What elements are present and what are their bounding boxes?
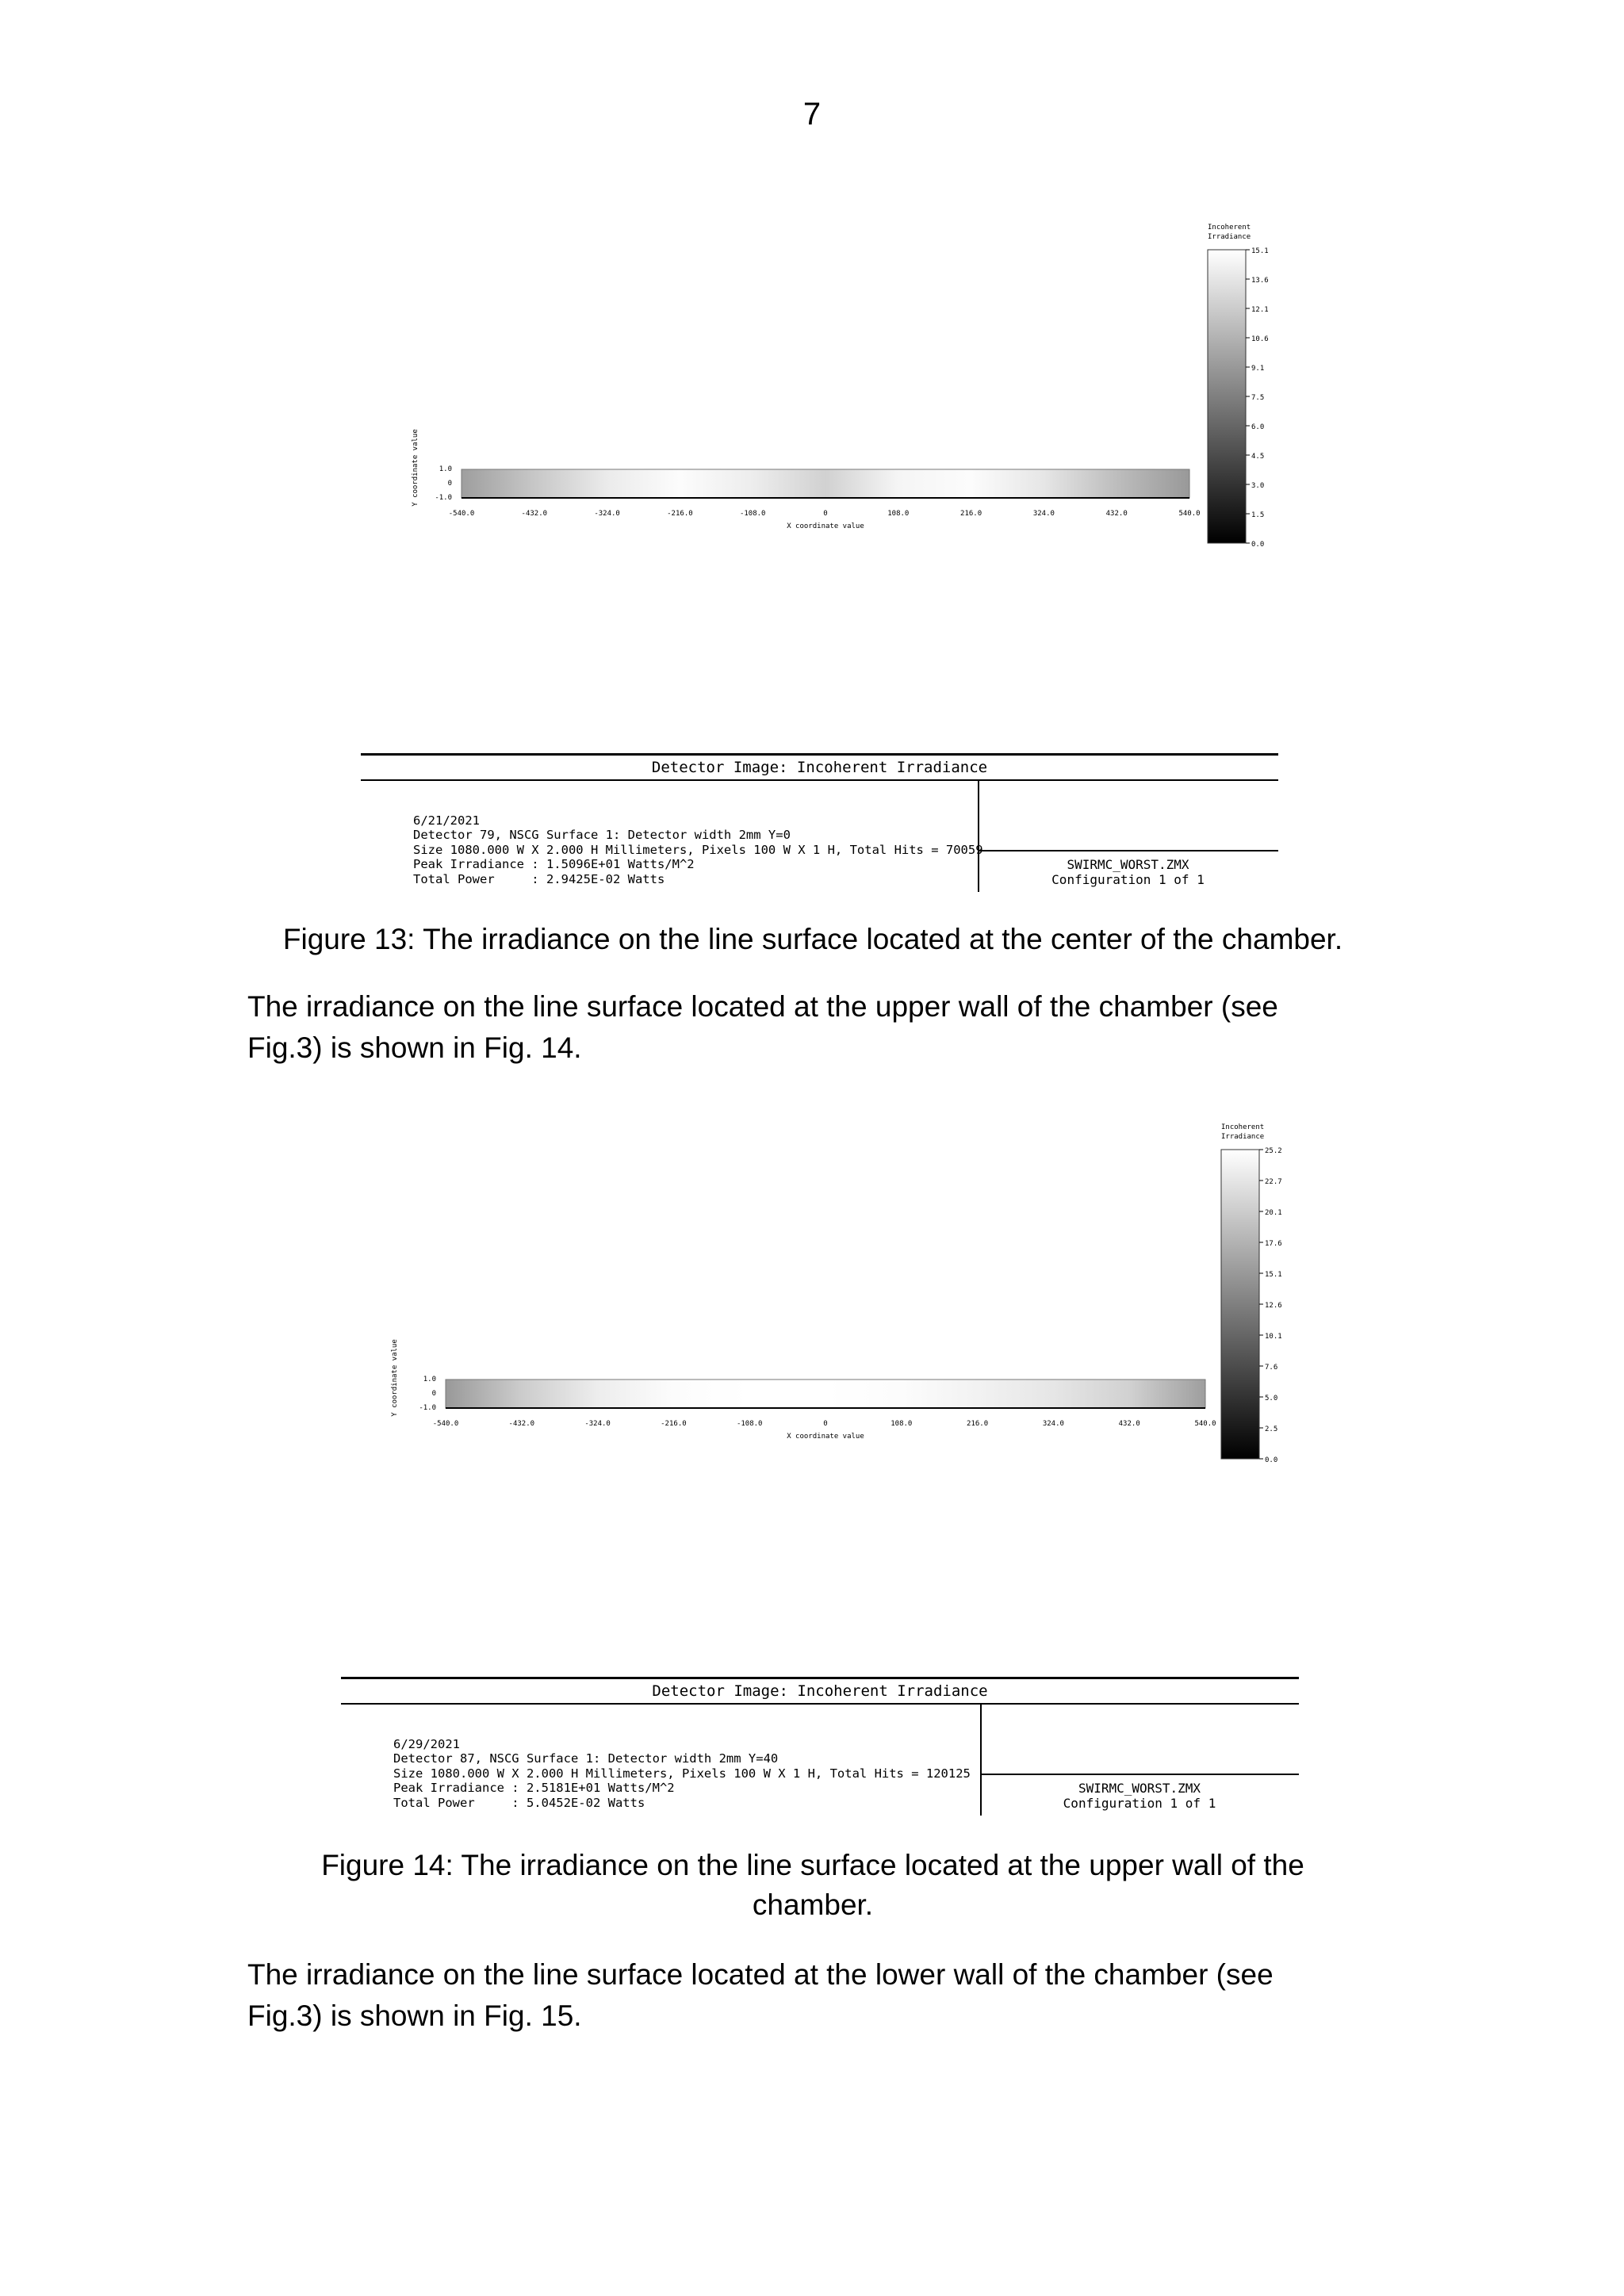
- x-tick-label: -108.0: [739, 510, 766, 518]
- info-divider: [980, 1774, 1299, 1775]
- info-total-power: Total Power : 2.9425E-02 Watts: [413, 871, 665, 886]
- x-tick-label: 108.0: [891, 1420, 913, 1428]
- x-axis-label: X coordinate value: [787, 1433, 864, 1441]
- y-tick-label: -1.0: [435, 494, 452, 502]
- colorbar-tick-label: 6.0: [1251, 423, 1265, 431]
- info-peak-irradiance: Peak Irradiance : 1.5096E+01 Watts/M^2: [413, 857, 695, 871]
- page-number: 7: [802, 97, 822, 132]
- x-tick-label: 432.0: [1118, 1420, 1140, 1428]
- colorbar-tick-label: 7.5: [1251, 394, 1265, 402]
- figure-14-svg: [381, 1110, 1316, 1467]
- x-tick-label: -216.0: [661, 1420, 687, 1428]
- x-tick-label: 0: [823, 1420, 828, 1428]
- x-tick-label: 540.0: [1178, 510, 1201, 518]
- x-tick-label: 108.0: [887, 510, 910, 518]
- paragraph-line: The irradiance on the line surface located at the lower wall of the chamber (see: [247, 1958, 1274, 1991]
- x-tick-label: 216.0: [960, 510, 982, 518]
- x-tick-label: -540.0: [448, 510, 475, 518]
- y-tick-label: 0: [431, 1390, 436, 1398]
- colorbar-tick-label: 1.5: [1251, 511, 1265, 519]
- info-date: 6/29/2021: [393, 1736, 460, 1751]
- colorbar-tick-label: 13.6: [1251, 277, 1269, 285]
- caption-line: chamber.: [752, 1888, 874, 1921]
- figure-13-plot: [396, 214, 1308, 555]
- colorbar-tick-label: 12.1: [1251, 306, 1269, 314]
- paragraph-line: Fig.3) is shown in Fig. 15.: [247, 1999, 582, 2032]
- info-total-power: Total Power : 5.0452E-02 Watts: [393, 1795, 645, 1810]
- paragraph-line: Fig.3) is shown in Fig. 14.: [247, 1031, 582, 1064]
- paragraph-line: The irradiance on the line surface located at the upper wall of the chamber (see: [247, 990, 1278, 1023]
- colorbar-tick-label: 20.1: [1265, 1209, 1282, 1217]
- colorbar-title: Incoherent: [1208, 224, 1251, 232]
- y-axis-label: Y coordinate value: [412, 429, 419, 507]
- x-tick-label: 324.0: [1032, 510, 1055, 518]
- figure-13-info-box: [361, 753, 1278, 892]
- figure-14-caption: [190, 1846, 1435, 1925]
- colorbar-tick-label: 25.2: [1265, 1147, 1282, 1155]
- colorbar-tick-label: 10.1: [1265, 1333, 1282, 1341]
- colorbar-tick-label: 15.1: [1251, 247, 1269, 255]
- figure-13-info-file: [978, 857, 1278, 887]
- x-tick-label: 0: [823, 510, 828, 518]
- info-date: 6/21/2021: [413, 813, 480, 828]
- x-tick-label: -216.0: [667, 510, 693, 518]
- info-peak-irradiance: Peak Irradiance : 2.5181E+01 Watts/M^2: [393, 1781, 675, 1795]
- x-tick-label: 216.0: [967, 1420, 989, 1428]
- colorbar-tick-label: 2.5: [1265, 1425, 1278, 1433]
- paragraph-2: [247, 1954, 1381, 2037]
- colorbar-tick-label: 7.6: [1265, 1364, 1278, 1372]
- x-tick-label: -108.0: [736, 1420, 763, 1428]
- x-tick-label: 324.0: [1042, 1420, 1064, 1428]
- info-divider: [978, 850, 1278, 851]
- colorbar-title: Irradiance: [1208, 233, 1251, 241]
- y-axis-label: Y coordinate value: [391, 1339, 399, 1417]
- y-tick-label: -1.0: [419, 1404, 436, 1412]
- colorbar-tick-label: 22.7: [1265, 1178, 1282, 1186]
- colorbar-tick-label: 4.5: [1251, 453, 1265, 461]
- figure-14-info-box: [341, 1677, 1299, 1816]
- colorbar-title: Incoherent: [1221, 1123, 1265, 1131]
- colorbar-tick-label: 3.0: [1251, 482, 1265, 490]
- info-size: Size 1080.000 W X 2.000 H Millimeters, Pixels 100 W X 1 H, Total Hits = 70059: [413, 842, 983, 857]
- caption-line: Figure 14: The irradiance on the line surface located at the upper wall of the: [321, 1849, 1304, 1881]
- paragraph-1: [247, 986, 1381, 1069]
- info-filename: SWIRMC_WORST.ZMX: [1067, 857, 1189, 872]
- y-tick-label: 1.0: [439, 465, 452, 473]
- detector-bar: [462, 469, 1189, 498]
- info-detector: Detector 87, NSCG Surface 1: Detector width 2mm Y=40: [393, 1751, 779, 1766]
- figure-13-caption: Figure 13: The irradiance on the line surface located at the center of the chamber.: [282, 923, 1343, 955]
- x-tick-label: -324.0: [584, 1420, 611, 1428]
- colorbar: [1221, 1150, 1259, 1459]
- colorbar-tick-label: 10.6: [1251, 335, 1269, 343]
- x-tick-label: -432.0: [508, 1420, 535, 1428]
- x-axis-label: X coordinate value: [787, 522, 864, 530]
- info-size: Size 1080.000 W X 2.000 H Millimeters, Pixels 100 W X 1 H, Total Hits = 120125: [393, 1766, 971, 1781]
- colorbar-tick-label: 12.6: [1265, 1302, 1282, 1310]
- info-configuration: Configuration 1 of 1: [1063, 1796, 1216, 1811]
- y-tick-label: 0: [447, 480, 452, 488]
- colorbar: [1208, 250, 1246, 543]
- figure-14-info-title: Detector Image: Incoherent Irradiance: [341, 1679, 1299, 1705]
- colorbar-tick-label: 9.1: [1251, 365, 1265, 373]
- colorbar-tick-label: 0.0: [1265, 1456, 1278, 1464]
- figure-13-svg: [396, 214, 1308, 555]
- colorbar-tick-label: 0.0: [1251, 541, 1265, 549]
- colorbar-tick-label: 5.0: [1265, 1395, 1278, 1402]
- detector-bar: [446, 1380, 1205, 1408]
- colorbar-tick-label: 17.6: [1265, 1240, 1282, 1248]
- figure-13-info-title: Detector Image: Incoherent Irradiance: [361, 756, 1278, 781]
- colorbar-tick-label: 15.1: [1265, 1271, 1282, 1279]
- x-tick-label: 432.0: [1105, 510, 1128, 518]
- x-tick-label: -432.0: [521, 510, 548, 518]
- info-configuration: Configuration 1 of 1: [1051, 872, 1205, 887]
- x-tick-label: -540.0: [432, 1420, 459, 1428]
- info-filename: SWIRMC_WORST.ZMX: [1078, 1781, 1201, 1796]
- colorbar-title: Irradiance: [1221, 1133, 1265, 1141]
- figure-13-info-details: [369, 798, 983, 901]
- info-detector: Detector 79, NSCG Surface 1: Detector width 2mm Y=0: [413, 828, 791, 842]
- figure-14-info-details: [349, 1722, 971, 1825]
- y-tick-label: 1.0: [423, 1376, 436, 1383]
- x-tick-label: -324.0: [594, 510, 620, 518]
- figure-14-info-file: [980, 1781, 1299, 1811]
- figure-14-plot: [381, 1110, 1316, 1467]
- x-tick-label: 540.0: [1194, 1420, 1216, 1428]
